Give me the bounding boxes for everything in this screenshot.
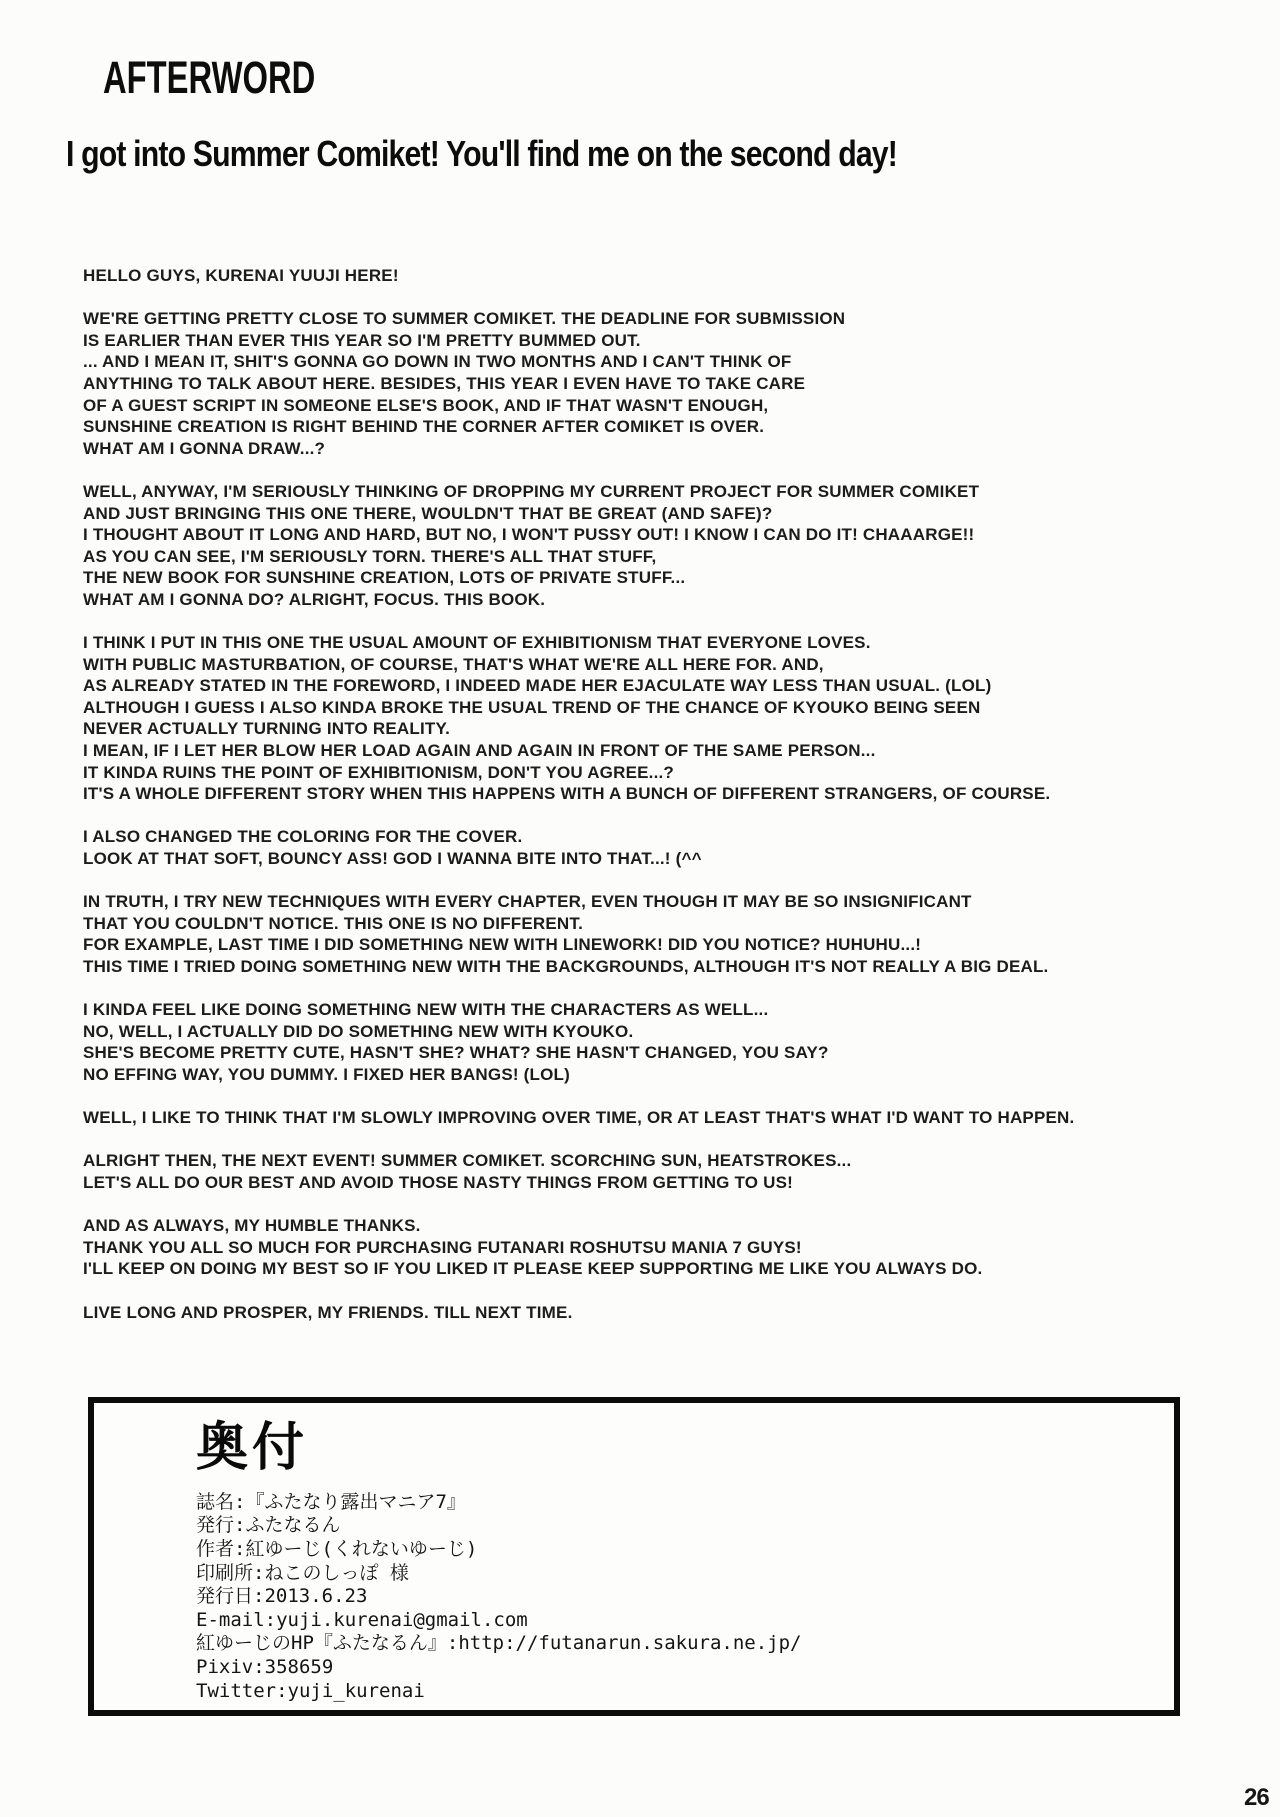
afterword-line: AND JUST BRINGING THIS ONE THERE, WOULDN'T THAT BE GREAT (AND SAFE)? [83, 503, 773, 523]
afterword-line: I THINK I PUT IN THIS ONE THE USUAL AMOUNT OF EXHIBITIONISM THAT EVERYONE LOVES. [83, 633, 871, 653]
afterword-line: NEVER ACTUALLY TURNING INTO REALITY. [83, 719, 451, 739]
colophon-box [88, 1397, 1180, 1716]
afterword-header: AFTERWORD [103, 52, 316, 103]
afterword-line: SHE'S BECOME PRETTY CUTE, HASN'T SHE? WHAT? SHE HASN'T CHANGED, YOU SAY? [83, 1043, 829, 1063]
afterword-line: SUNSHINE CREATION IS RIGHT BEHIND THE CORNER AFTER COMIKET IS OVER. [83, 417, 765, 437]
afterword-line: OF A GUEST SCRIPT IN SOMEONE ELSE'S BOOK, AND IF THAT WASN'T ENOUGH, [83, 395, 769, 415]
afterword-line: HELLO GUYS, KURENAI YUUJI HERE! [83, 266, 399, 285]
afterword-paragraph [83, 1302, 1203, 1324]
colophon-lines [196, 1491, 1154, 1703]
afterword-line: NO, WELL, I ACTUALLY DID DO SOMETHING NEW WITH KYOUKO. [83, 1021, 634, 1041]
afterword-paragraph [83, 308, 1203, 459]
afterword-line: IS EARLIER THAN EVER THIS YEAR SO I'M PRETTY BUMMED OUT. [83, 330, 641, 350]
afterword-line: IT KINDA RUINS THE POINT OF EXHIBITIONISM, DON'T YOU AGREE...? [83, 762, 675, 782]
afterword-line: ANYTHING TO TALK ABOUT HERE. BESIDES, THIS YEAR I EVEN HAVE TO TAKE CARE [83, 373, 806, 393]
colophon-line: Pixiv:358659 [196, 1655, 334, 1678]
afterword-body [83, 265, 1203, 1323]
afterword-paragraph [83, 999, 1203, 1085]
afterword-line: WHAT AM I GONNA DRAW...? [83, 438, 326, 458]
afterword-line: LIVE LONG AND PROSPER, MY FRIENDS. TILL NEXT TIME. [83, 1302, 573, 1322]
colophon-line: 発行:ふたなるん [196, 1514, 341, 1537]
afterword-line: THE NEW BOOK FOR SUNSHINE CREATION, LOTS OF PRIVATE STUFF... [83, 568, 686, 588]
afterword-paragraph [83, 632, 1203, 805]
colophon-line: 発行日:2013.6.23 [196, 1585, 368, 1608]
afterword-line: LOOK AT THAT SOFT, BOUNCY ASS! GOD I WANNA BITE INTO THAT...! (^^ [83, 849, 702, 869]
afterword-line: IN TRUTH, I TRY NEW TECHNIQUES WITH EVERY CHAPTER, EVEN THOUGH IT MAY BE SO INSIGNIFICANT [83, 892, 972, 912]
afterword-line: THAT YOU COULDN'T NOTICE. THIS ONE IS NO DIFFERENT. [83, 913, 584, 933]
afterword-line: ... AND I MEAN IT, SHIT'S GONNA GO DOWN IN TWO MONTHS AND I CAN'T THINK OF [83, 352, 792, 372]
afterword-paragraph [83, 1215, 1203, 1280]
afterword-line: AND AS ALWAYS, MY HUMBLE THANKS. [83, 1216, 421, 1236]
afterword-paragraph [83, 891, 1203, 977]
afterword-line: ALRIGHT THEN, THE NEXT EVENT! SUMMER COMIKET. SCORCHING SUN, HEATSTROKES... [83, 1151, 852, 1171]
afterword-line: FOR EXAMPLE, LAST TIME I DID SOMETHING NEW WITH LINEWORK! DID YOU NOTICE? HUHUHU...! [83, 935, 922, 955]
afterword-line: ALTHOUGH I GUESS I ALSO KINDA BROKE THE USUAL TREND OF THE CHANCE OF KYOUKO BEING SEEN [83, 697, 981, 717]
afterword-line: WELL, I LIKE TO THINK THAT I'M SLOWLY IMPROVING OVER TIME, OR AT LEAST THAT'S WHAT I'D WANT TO HAPPEN. [83, 1108, 1075, 1128]
afterword-paragraph [83, 481, 1203, 611]
afterword-line: THIS TIME I TRIED DOING SOMETHING NEW WITH THE BACKGROUNDS, ALTHOUGH IT'S NOT REALLY A BIG DEAL. [83, 957, 1049, 976]
afterword-line: AS ALREADY STATED IN THE FOREWORD, I INDEED MADE HER EJACULATE WAY LESS THAN USUAL. (LOL) [83, 676, 992, 696]
colophon-content [94, 1403, 1174, 1703]
afterword-line: NO EFFING WAY, YOU DUMMY. I FIXED HER BANGS! (LOL) [83, 1064, 570, 1084]
afterword-line: IT'S A WHOLE DIFFERENT STORY WHEN THIS HAPPENS WITH A BUNCH OF DIFFERENT STRANGERS, OF COURSE. [83, 784, 1051, 804]
afterword-line: I THOUGHT ABOUT IT LONG AND HARD, BUT NO, I WON'T PUSSY OUT! I KNOW I CAN DO IT! CHAAARGE!! [83, 525, 975, 545]
afterword-line: WE'RE GETTING PRETTY CLOSE TO SUMMER COMIKET. THE DEADLINE FOR SUBMISSION [83, 309, 846, 329]
page-title: I got into Summer Comiket! You'll find me on the second day! [66, 133, 898, 174]
colophon-line: 印刷所:ねこのしっぽ 様 [196, 1561, 409, 1584]
colophon-line: 誌名:『ふたなり露出マニア7』 [196, 1490, 466, 1513]
colophon-line: 紅ゆーじのHP『ふたなるん』:http://futanarun.sakura.ne.jp/ [196, 1632, 802, 1655]
page-number: 26 [1244, 1784, 1269, 1811]
afterword-line: THANK YOU ALL SO MUCH FOR PURCHASING FUTANARI ROSHUTSU MANIA 7 GUYS! [83, 1237, 802, 1257]
afterword-line: I'LL KEEP ON DOING MY BEST SO IF YOU LIKED IT PLEASE KEEP SUPPORTING ME LIKE YOU ALWAYS DO. [83, 1259, 983, 1279]
afterword-line: LET'S ALL DO OUR BEST AND AVOID THOSE NASTY THINGS FROM GETTING TO US! [83, 1172, 794, 1192]
afterword-line: WELL, ANYWAY, I'M SERIOUSLY THINKING OF DROPPING MY CURRENT PROJECT FOR SUMMER COMIKET [83, 481, 980, 501]
afterword-line: I ALSO CHANGED THE COLORING FOR THE COVER. [83, 827, 523, 847]
afterword-paragraph [83, 1150, 1203, 1193]
colophon-line: Twitter:yuji_kurenai [196, 1679, 425, 1702]
afterword-line: I KINDA FEEL LIKE DOING SOMETHING NEW WITH THE CHARACTERS AS WELL... [83, 1000, 769, 1020]
afterword-line: AS YOU CAN SEE, I'M SERIOUSLY TORN. THERE'S ALL THAT STUFF, [83, 546, 657, 566]
afterword-paragraph [83, 265, 1203, 287]
afterword-line: WHAT AM I GONNA DO? ALRIGHT, FOCUS. THIS BOOK. [83, 589, 546, 609]
afterword-line: WITH PUBLIC MASTURBATION, OF COURSE, THAT'S WHAT WE'RE ALL HERE FOR. AND, [83, 654, 824, 674]
colophon-title: 奥付 [196, 1418, 309, 1478]
colophon-line: E-mail:yuji.kurenai@gmail.com [196, 1608, 528, 1631]
afterword-paragraph [83, 1107, 1203, 1129]
afterword-line: I MEAN, IF I LET HER BLOW HER LOAD AGAIN AND AGAIN IN FRONT OF THE SAME PERSON... [83, 741, 876, 761]
colophon-line: 作者:紅ゆーじ(くれないゆーじ) [196, 1537, 478, 1560]
afterword-paragraph [83, 826, 1203, 869]
